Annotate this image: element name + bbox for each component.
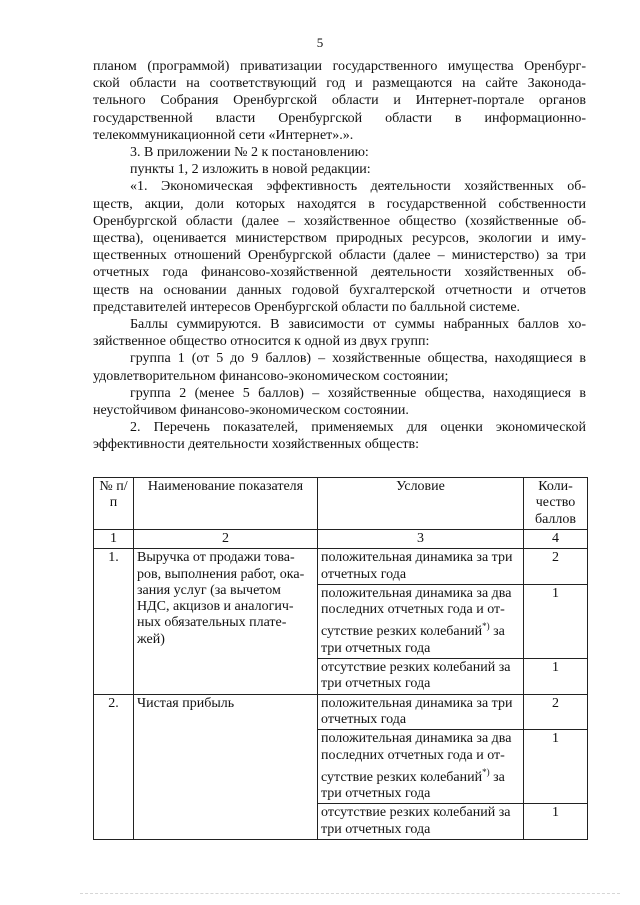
table-row [94, 549, 588, 585]
condition-text: положительная динамика за два последних отчетных года и от-сутствие резких колебаний [321, 731, 512, 785]
table-row [94, 694, 588, 730]
text-line: ской области на соответствующий год и размещаются на сайте Законода- [93, 76, 586, 92]
text-line: государственной власти Оренбургской области в информационно- [93, 110, 586, 126]
header-num: № п/п [94, 478, 134, 530]
text-line: щественных отношений Оренбургской области (далее – министерство) за три [93, 248, 586, 264]
column-numbers-row [94, 530, 588, 549]
row-condition [318, 584, 524, 658]
text-line: ществ, акции, доли которых находятся в государственной собственности [93, 196, 586, 212]
row-condition: положительная динамика за три отчетных года [318, 694, 524, 730]
footnote-mark: *) [482, 621, 490, 632]
col-number: 4 [524, 530, 588, 549]
text-line: ществ на основании данных годовой бухгалтерской отчетности и отчетов [93, 282, 586, 298]
scan-artifact [80, 893, 620, 898]
row-num: 2. [94, 694, 134, 839]
text-line: представителей интересов Оренбургской области по балльной системе. [93, 299, 521, 315]
text-line: пункты 1, 2 изложить в новой редакции: [130, 162, 371, 178]
row-score: 1 [524, 804, 588, 840]
col-number: 2 [134, 530, 318, 549]
text-line: неустойчивом финансово-экономическом состоянии. [93, 403, 409, 419]
text-line: Оренбургской области (далее – хозяйственное общество (хозяйственные об- [93, 213, 586, 229]
col-number: 3 [318, 530, 524, 549]
text-line: удовлетворительном финансово-экономическом состоянии; [93, 368, 449, 384]
table-header-row [94, 478, 588, 530]
text-line: планом (программой) приватизации государственного имущества Оренбург- [93, 59, 586, 74]
text-line: группа 2 (менее 5 баллов) – хозяйственные общества, находящиеся в [130, 385, 586, 401]
row-score: 2 [524, 549, 588, 585]
body-text [93, 58, 586, 454]
text-line: телекоммуникационной сети «Интернет».». [93, 127, 354, 143]
row-condition: отсутствие резких колебаний за три отчетных года [318, 659, 524, 695]
condition-text: за три отчетных года [321, 769, 505, 802]
header-condition: Условие [318, 478, 524, 530]
row-condition: отсутствие резких колебаний за три отчетных года [318, 804, 524, 840]
header-name: Наименование показателя [134, 478, 318, 530]
text-line: отчетных года финансово-хозяйственной деятельности хозяйственных об- [93, 265, 586, 281]
indicators-table [93, 477, 588, 840]
text-line: зяйственное общество относится к одной из двух групп: [93, 334, 430, 350]
row-score: 1 [524, 659, 588, 695]
text-line: 2. Перечень показателей, применяемых для оценки экономической [130, 420, 586, 436]
row-score: 1 [524, 730, 588, 804]
row-num: 1. [94, 549, 134, 694]
row-indicator-name: Чистая прибыль [134, 694, 318, 839]
condition-text: положительная динамика за два последних отчетных года и от-сутствие резких колебаний [321, 585, 512, 640]
text-line: «1. Экономическая эффективность деятельности хозяйственных об- [130, 179, 586, 195]
row-score: 1 [524, 584, 588, 658]
col-number: 1 [94, 530, 134, 549]
text-line: тельного Собрания Оренбургской области и Интернет-портале органов [93, 93, 586, 109]
text-line: эффективности деятельности хозяйственных обществ: [93, 437, 420, 453]
header-score: Коли-чество баллов [524, 478, 588, 530]
page-number: 5 [316, 35, 324, 50]
text-line: щества), оценивается министерством природных ресурсов, экологии и иму- [93, 231, 586, 247]
footnote-mark: *) [482, 766, 490, 777]
row-indicator-name: Выручка от продажи това-ров, выполнения работ, ока-зания услуг (за вычетом НДС, акцизов и аналогич-ных обязательных плате-жей) [134, 549, 318, 694]
row-condition [318, 730, 524, 804]
condition-text: за три отчетных года [321, 624, 505, 656]
text-line: Баллы суммируются. В зависимости от суммы набранных баллов хо- [130, 317, 586, 333]
text-line: группа 1 (от 5 до 9 баллов) – хозяйственные общества, находящиеся в [130, 351, 586, 367]
row-score: 2 [524, 694, 588, 730]
row-condition: положительная динамика за три отчетных года [318, 549, 524, 585]
text-line: 3. В приложении № 2 к постановлению: [130, 145, 369, 161]
